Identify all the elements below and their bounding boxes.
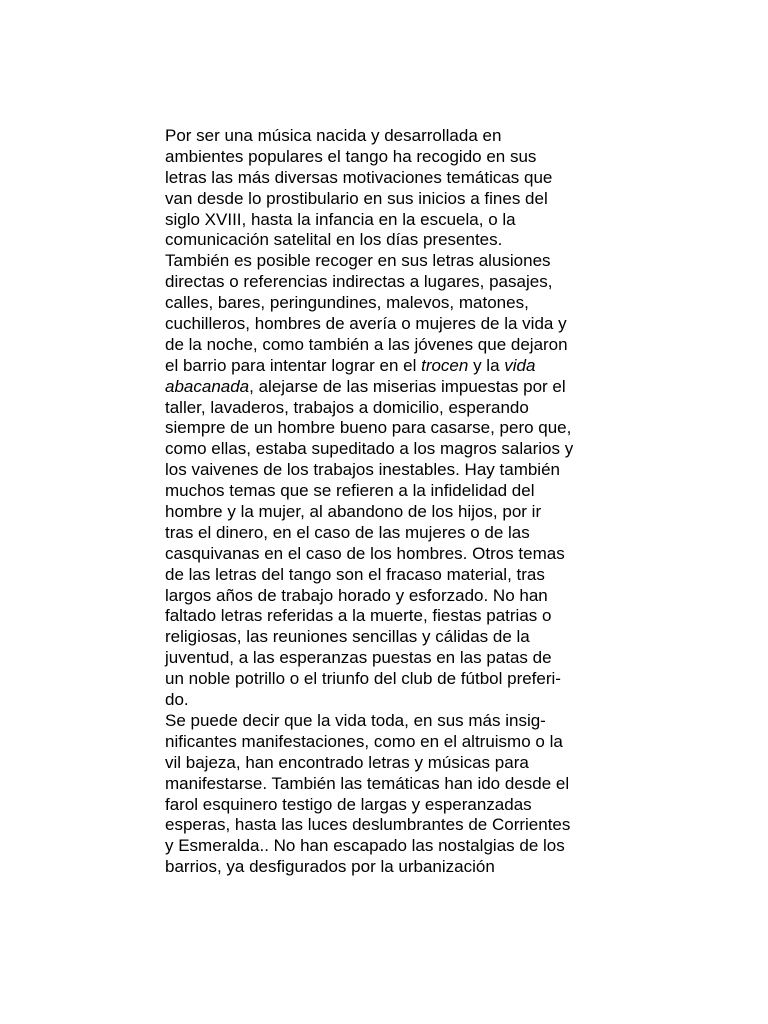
text-segment: esperas, hasta las luces deslumbrantes de Corrientes <box>165 815 571 835</box>
text-line <box>165 147 635 168</box>
italic-text-segment: abacanada <box>165 376 250 396</box>
text-line <box>165 481 635 502</box>
text-line <box>165 732 635 753</box>
text-segment: de las letras del tango son el fracaso material, tras <box>165 564 545 584</box>
text-segment: siempre de un hombre bueno para casarse, pero que, <box>165 418 572 438</box>
text-segment: hombre y la mujer, al abandono de los hijos, por ir <box>165 502 542 522</box>
text-line <box>165 690 635 711</box>
text-line <box>165 335 635 356</box>
text-segment: religiosas, las reuniones sencillas y cálidas de la <box>165 627 530 647</box>
text-line <box>165 774 635 795</box>
text-segment: nificantes manifestaciones, como en el altruismo o la <box>165 731 563 751</box>
text-segment: siglo XVIII, hasta la infancia en la escuela, o la <box>165 209 516 229</box>
text-segment: el barrio para intentar lograr en el <box>165 355 422 375</box>
text-line <box>165 168 635 189</box>
text-segment: largos años de trabajo horado y esforzado. No han <box>165 585 548 605</box>
text-segment: También es posible recoger en sus letras alusiones <box>165 251 551 271</box>
italic-text-segment: vida <box>504 355 536 375</box>
text-segment: manifestarse. También las temáticas han ido desde el <box>165 773 570 793</box>
text-segment: comunicación satelital en los días presentes. <box>165 230 503 250</box>
text-line <box>165 230 635 251</box>
text-line <box>165 272 635 293</box>
text-line <box>165 648 635 669</box>
text-segment: cuchilleros, hombres de avería o mujeres de la vida y <box>165 314 567 334</box>
text-segment: un noble potrillo o el triunfo del club de fútbol preferi- <box>165 669 561 689</box>
text-line <box>165 815 635 836</box>
text-segment: farol esquinero testigo de largas y esperanzadas <box>165 794 532 814</box>
text-line <box>165 398 635 419</box>
text-segment: calles, bares, peringundines, malevos, matones, <box>165 293 529 313</box>
text-segment: de la noche, como también a las jóvenes que dejaron <box>165 334 568 354</box>
text-segment: , alejarse de las miserias impuestas por el <box>249 376 566 396</box>
text-line <box>165 314 635 335</box>
text-line <box>165 836 635 857</box>
text-line <box>165 356 635 377</box>
text-line <box>165 460 635 481</box>
text-segment: y Esmeralda.. No han escapado las nostalgias de los <box>165 836 565 856</box>
text-segment: Por ser una música nacida y desarrollada en <box>165 126 502 145</box>
text-line <box>165 711 635 732</box>
body-text <box>165 126 635 878</box>
text-line <box>165 606 635 627</box>
text-segment: do. <box>165 690 189 710</box>
text-segment: vil bajeza, han encontrado letras y músicas para <box>165 752 529 772</box>
text-line <box>165 544 635 565</box>
text-line <box>165 210 635 231</box>
text-line <box>165 627 635 648</box>
text-segment: letras las más diversas motivaciones temáticas que <box>165 167 553 187</box>
text-segment: faltado letras referidas a la muerte, fiestas patrias o <box>165 606 552 626</box>
text-line <box>165 523 635 544</box>
italic-text-segment: trocen <box>421 355 469 375</box>
text-line <box>165 439 635 460</box>
text-line <box>165 377 635 398</box>
text-segment: taller, lavaderos, trabajos a domicilio, esperando <box>165 397 529 417</box>
text-line <box>165 251 635 272</box>
text-segment: Se puede decir que la vida toda, en sus más insig- <box>165 710 546 730</box>
text-segment: directas o referencias indirectas a lugares, pasajes, <box>165 272 553 292</box>
text-segment: van desde lo prostibulario en sus inicios a fines del <box>165 188 548 208</box>
text-segment: tras el dinero, en el caso de las mujeres o de las <box>165 522 530 542</box>
text-segment: ambientes populares el tango ha recogido en sus <box>165 146 537 166</box>
text-line <box>165 126 635 147</box>
text-line <box>165 565 635 586</box>
text-line <box>165 189 635 210</box>
text-line <box>165 669 635 690</box>
text-line <box>165 795 635 816</box>
text-line <box>165 857 635 878</box>
text-segment: como ellas, estaba supeditado a los magros salarios y <box>165 439 574 459</box>
text-line <box>165 293 635 314</box>
text-segment: muchos temas que se refieren a la infidelidad del <box>165 481 535 501</box>
text-line <box>165 753 635 774</box>
text-segment: barrios, ya desfigurados por la urbanización <box>165 857 495 877</box>
text-segment: juventud, a las esperanzas puestas en las patas de <box>165 648 552 668</box>
text-line <box>165 418 635 439</box>
text-segment: casquivanas en el caso de los hombres. Otros temas <box>165 543 565 563</box>
text-segment: los vaivenes de los trabajos inestables. Hay también <box>165 460 560 480</box>
text-segment: y la <box>468 355 505 375</box>
text-line <box>165 502 635 523</box>
text-line <box>165 586 635 607</box>
